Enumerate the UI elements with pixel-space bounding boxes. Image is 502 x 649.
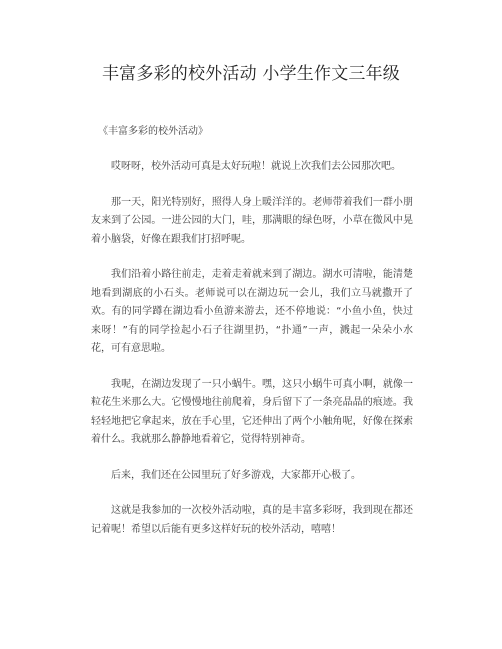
paragraph-5: 后来，我们还在公园里玩了好多游戏，大家都开心极了。	[111, 469, 361, 481]
essay-subtitle: 《丰富多彩的校外活动》	[98, 126, 208, 137]
paragraph-4: 我呢，在湖边发现了一只小蜗牛。嘿，这只小蜗牛可真小啊，就像一粒花生米那么大。它慢慢地往前爬着，身后留下了一条亮晶晶的痕迹。我轻轻地把它拿起来，放在手心里，它还伸出了两个小触角呢，好像在探索着什么。我就那么静静地看着它，觉得特别神奇。	[91, 378, 413, 445]
document-title: 丰富多彩的校外活动 小学生作文三年级	[101, 64, 400, 84]
article-body	[91, 124, 413, 539]
paragraph-3: 我们沿着小路往前走，走着走着就来到了湖边。湖水可清啦，能清楚地看到湖底的小石头。老师说可以在湖边玩一会儿，我们立马就撒开了欢。有的同学蹲在湖边看小鱼游来游去，还不停地说：“小鱼小鱼，快过来呀！”有的同学捡起小石子往湖里扔，“扑通”一声，溅起一朵朵小水花，可有意思啦。	[91, 269, 413, 354]
paragraph-1: 哎呀呀，校外活动可真是太好玩啦！就说上次我们去公园那次吧。	[111, 161, 401, 172]
paragraph-2: 那一天，阳光特别好，照得人身上暖洋洋的。老师带着我们一群小朋友来到了公园。一进公园的大门，哇，那满眼的绿色呀，小草在微风中晃着小脑袋，好像在跟我们打招呼呢。	[91, 196, 413, 245]
paragraph-6: 这就是我参加的一次校外活动啦，真的是丰富多彩呀，我到现在都还记着呢！希望以后能有更多这样好玩的校外活动，嘻嘻！	[91, 505, 413, 535]
